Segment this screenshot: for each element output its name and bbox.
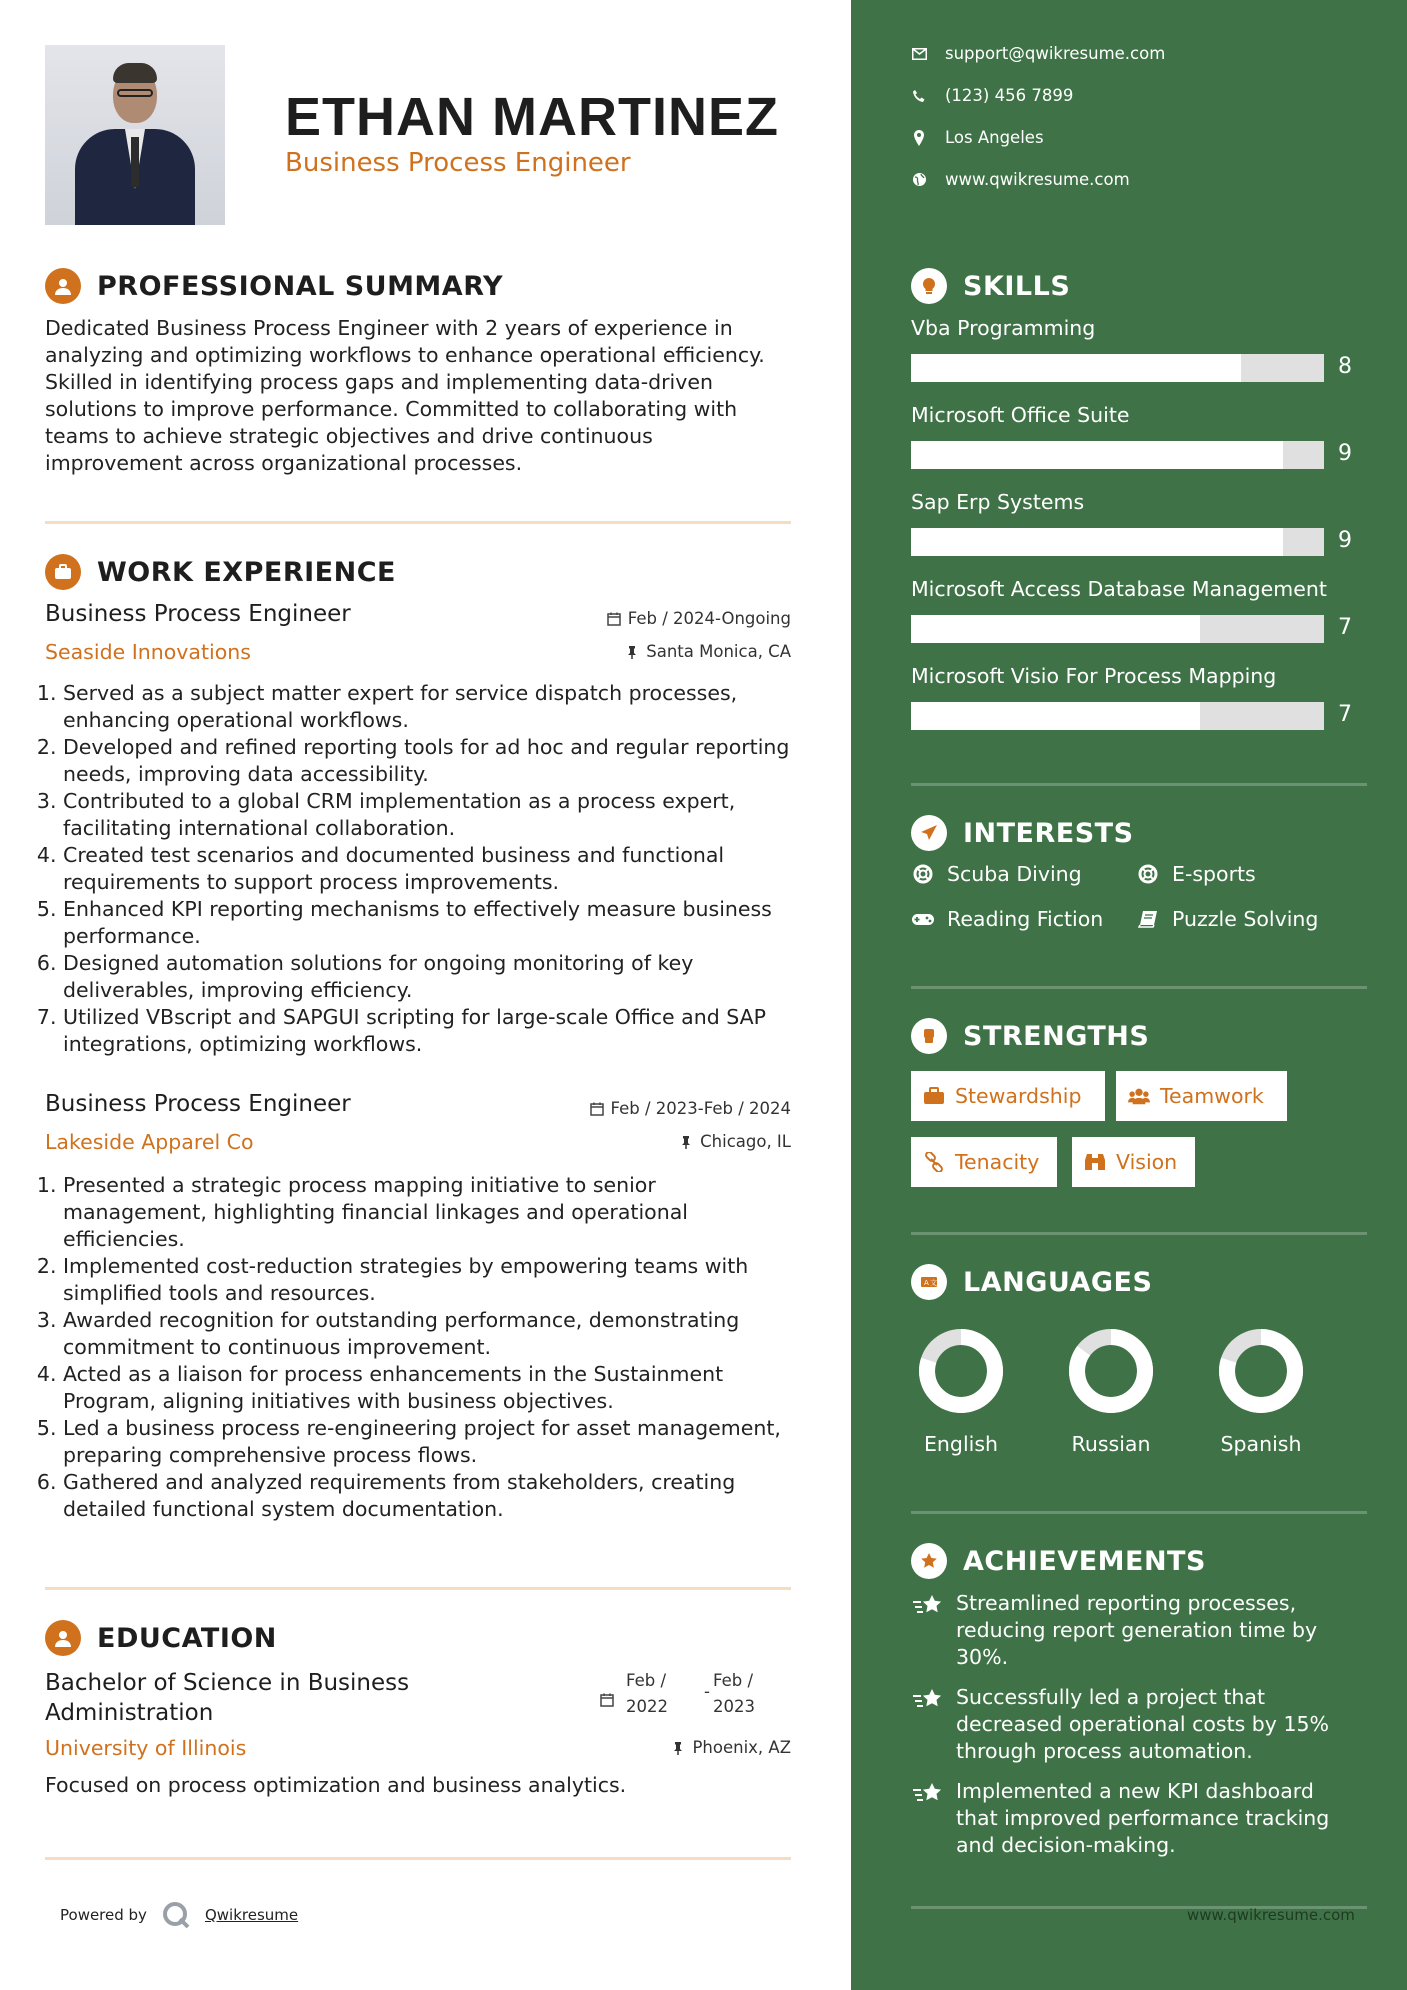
skill-label: Microsoft Office Suite (911, 403, 1130, 427)
job-location (480, 642, 791, 661)
education-end-month: Feb / (713, 1671, 754, 1690)
skill-level: 9 (1338, 528, 1352, 553)
languages-heading: LANGUAGES (963, 1266, 1153, 1298)
degree-line: Administration (45, 1700, 214, 1726)
job-location-text: Santa Monica, CA (646, 642, 791, 661)
skill-level: 7 (1338, 615, 1352, 640)
job-bullet: 5. Led a business process re-engineering project for asset management, preparing comprehensive process flows. (63, 1415, 803, 1469)
achievement-text: Successfully led a project that decreased operational costs by 15% through process automation. (956, 1685, 1330, 1763)
language-item (1211, 1328, 1311, 1456)
skill-label: Sap Erp Systems (911, 490, 1085, 514)
strength-chip (911, 1137, 1057, 1187)
skill-label: Microsoft Access Database Management (911, 577, 1327, 601)
interest-item (1136, 862, 1256, 886)
svg-text:A: A (924, 1279, 929, 1287)
achievements-section-header (911, 1543, 1206, 1579)
briefcase-icon (45, 554, 81, 590)
powered-by (60, 1900, 298, 1930)
contact-email-text[interactable]: support@qwikresume.com (945, 44, 1166, 63)
contact-email (911, 44, 1165, 63)
summary-section-header (45, 268, 503, 304)
hand-fist-icon (911, 1018, 947, 1054)
job-bullets (45, 1172, 803, 1523)
link-icon (923, 1152, 945, 1172)
skill-level: 9 (1338, 441, 1352, 466)
strength-label: Tenacity (955, 1150, 1040, 1174)
job-bullet: 6. Gathered and analyzed requirements from stakeholders, creating detailed functional system documentation. (63, 1469, 803, 1523)
education-start-year: 2022 (626, 1697, 668, 1716)
skill-bar (911, 354, 1324, 382)
work-heading: WORK EXPERIENCE (97, 556, 396, 588)
job-bullet: 7. Utilized VBscript and SAPGUI scripting for large-scale Office and SAP integrations, optimizing workflows. (63, 1004, 815, 1058)
shooting-star-icon (911, 1686, 945, 1714)
job-bullet: 3. Contributed to a global CRM implementation as a process expert, facilitating international collaboration. (63, 788, 815, 842)
language-donut (1068, 1328, 1154, 1414)
book-icon (1136, 909, 1160, 929)
education-location-text: Phoenix, AZ (692, 1738, 791, 1757)
calendar-icon (590, 1102, 604, 1116)
skill-bar-fill (911, 615, 1200, 643)
job-bullet: 4. Created test scenarios and documented business and functional requirements to support process improvements. (63, 842, 815, 896)
lifebuoy-icon (1136, 864, 1160, 884)
shooting-star-icon (911, 1592, 945, 1620)
achievements-heading: ACHIEVEMENTS (963, 1545, 1206, 1577)
skill-bar (911, 528, 1324, 556)
skills-section-header (911, 268, 1070, 304)
strength-chip (1072, 1137, 1195, 1187)
sidebar (851, 0, 1407, 1990)
job-dates (480, 609, 791, 628)
education-location (480, 1738, 791, 1757)
paper-plane-icon (911, 815, 947, 851)
skill-bar-fill (911, 441, 1283, 469)
job-dates-text: Feb / 2023-Feb / 2024 (610, 1099, 791, 1118)
job-bullet: 2. Implemented cost-reduction strategies by empowering teams with simplified tools and resources. (63, 1253, 803, 1307)
language-name: Spanish (1220, 1432, 1302, 1456)
sidebar-divider (911, 1232, 1367, 1235)
sidebar-divider (911, 986, 1367, 989)
skill-label: Vba Programming (911, 316, 1096, 340)
interest-item (1136, 907, 1318, 931)
strengths-section-header (911, 1018, 1149, 1054)
footer-website[interactable]: www.qwikresume.com (1187, 1906, 1355, 1924)
qwikresume-logo-icon (161, 1900, 191, 1930)
contact-website (911, 170, 1130, 189)
interests-section-header (911, 815, 1134, 851)
interest-item (911, 907, 1103, 931)
education-heading: EDUCATION (97, 1622, 277, 1654)
achievement-item (911, 1590, 1351, 1671)
skill-bar (911, 441, 1324, 469)
summary-heading: PROFESSIONAL SUMMARY (97, 270, 504, 302)
job-dates (480, 1099, 791, 1118)
skill-label: Microsoft Visio For Process Mapping (911, 664, 1277, 688)
section-divider (45, 521, 791, 524)
translate-icon (911, 1264, 947, 1300)
contact-website-text[interactable]: www.qwikresume.com (945, 170, 1130, 189)
strength-label: Stewardship (955, 1084, 1082, 1108)
language-donut (1218, 1328, 1304, 1414)
education-section-header (45, 1620, 277, 1656)
strength-chip (911, 1071, 1105, 1121)
education-start (626, 1668, 668, 1720)
gamepad-icon (911, 909, 935, 929)
envelope-icon (911, 46, 927, 62)
graduation-cap-icon (45, 1620, 81, 1656)
language-name: English (923, 1432, 999, 1456)
skill-bar-fill (911, 354, 1241, 382)
sidebar-divider (911, 783, 1367, 786)
user-icon (45, 268, 81, 304)
star-badge-icon (911, 1543, 947, 1579)
map-marker-icon (911, 130, 927, 146)
skill-level: 8 (1338, 354, 1352, 379)
date-separator: - (704, 1682, 710, 1701)
svg-text:文: 文 (930, 1279, 937, 1287)
shooting-star-icon (911, 1780, 945, 1808)
calendar-icon (600, 1692, 614, 1711)
language-donut (918, 1328, 1004, 1414)
job-company: Seaside Innovations (45, 640, 251, 664)
lifebuoy-icon (911, 864, 935, 884)
strength-label: Vision (1116, 1150, 1178, 1174)
language-name: Russian (1071, 1432, 1151, 1456)
job-bullet: 6. Designed automation solutions for ongoing monitoring of key deliverables, improving efficiency. (63, 950, 815, 1004)
work-section-header (45, 554, 396, 590)
interest-label: E-sports (1172, 862, 1256, 886)
job-dates-text: Feb / 2024-Ongoing (627, 609, 791, 628)
job-bullet: 1. Presented a strategic process mapping initiative to senior management, highlighting financial linkages and operational efficiencies. (63, 1172, 803, 1253)
candidate-title: Business Process Engineer (285, 148, 631, 178)
powered-by-label: Powered by (60, 1906, 147, 1924)
degree (45, 1668, 409, 1728)
interest-label: Reading Fiction (947, 907, 1104, 931)
interest-label: Puzzle Solving (1172, 907, 1319, 931)
contact-location-text: Los Angeles (945, 128, 1044, 147)
candidate-name: ETHAN MARTINEZ (285, 87, 779, 147)
job-company: Lakeside Apparel Co (45, 1130, 254, 1154)
sidebar-divider (911, 1511, 1367, 1514)
education-description: Focused on process optimization and business analytics. (45, 1773, 627, 1797)
interest-item (911, 862, 1082, 886)
job-title: Business Process Engineer (45, 1091, 351, 1117)
school: University of Illinois (45, 1736, 247, 1760)
interests-heading: INTERESTS (963, 817, 1134, 849)
pin-icon (625, 645, 639, 659)
languages-section-header (911, 1264, 1152, 1300)
achievement-text: Streamlined reporting processes, reducing report generation time by 30%. (956, 1591, 1318, 1669)
strength-chip (1116, 1071, 1287, 1121)
job-title: Business Process Engineer (45, 601, 351, 627)
skill-bar-fill (911, 702, 1200, 730)
pin-icon (671, 1741, 685, 1755)
education-end-year: 2023 (713, 1697, 755, 1716)
strength-label: Teamwork (1160, 1084, 1264, 1108)
users-icon (1128, 1086, 1150, 1106)
education-end (713, 1668, 755, 1720)
interest-label: Scuba Diving (947, 862, 1082, 886)
job-bullet: 3. Awarded recognition for outstanding performance, demonstrating commitment to continuous improvement. (63, 1307, 803, 1361)
degree-line: Bachelor of Science in Business (45, 1670, 410, 1696)
section-divider (45, 1587, 791, 1590)
qwikresume-link[interactable]: Qwikresume (204, 1906, 299, 1924)
section-divider (45, 1857, 791, 1860)
achievement-item (911, 1684, 1351, 1765)
job-location-text: Chicago, IL (700, 1132, 791, 1151)
contact-phone (911, 86, 1073, 105)
job-bullets (45, 680, 815, 1058)
skill-level: 7 (1338, 702, 1352, 727)
job-location (480, 1132, 791, 1151)
binoculars-icon (1084, 1152, 1106, 1172)
language-item (911, 1328, 1011, 1456)
lightbulb-icon (911, 268, 947, 304)
skill-bar-fill (911, 528, 1283, 556)
job-bullet: 4. Acted as a liaison for process enhancements in the Sustainment Program, aligning initiatives with business objectives. (63, 1361, 803, 1415)
job-bullet: 1. Served as a subject matter expert for service dispatch processes, enhancing operational workflows. (63, 680, 815, 734)
achievement-item (911, 1778, 1351, 1859)
skill-bar (911, 615, 1324, 643)
skills-heading: SKILLS (963, 270, 1071, 302)
globe-icon (911, 172, 927, 188)
summary-text: Dedicated Business Process Engineer with 2 years of experience in analyzing and optimizing workflows to enhance operational efficiency. Skilled in identifying process gaps and implementing data-driven solutions to improve performance. Committed to collaborating with teams to achieve strategic objectives and drive continuous improvement across organizational processes. (45, 316, 765, 475)
calendar-icon (607, 612, 621, 626)
profile-photo (45, 45, 225, 225)
contact-phone-text: (123) 456 7899 (945, 86, 1074, 105)
education-start-month: Feb / (626, 1671, 667, 1690)
language-item (1061, 1328, 1161, 1456)
contact-location (911, 128, 1044, 147)
skill-bar (911, 702, 1324, 730)
job-bullet: 2. Developed and refined reporting tools for ad hoc and regular reporting needs, improving data accessibility. (63, 734, 815, 788)
pin-icon (679, 1135, 693, 1149)
phone-icon (911, 88, 927, 104)
briefcase-icon (923, 1086, 945, 1106)
strengths-heading: STRENGTHS (963, 1020, 1150, 1052)
achievement-text: Implemented a new KPI dashboard that improved performance tracking and decision-making. (956, 1779, 1330, 1857)
job-bullet: 5. Enhanced KPI reporting mechanisms to effectively measure business performance. (63, 896, 815, 950)
